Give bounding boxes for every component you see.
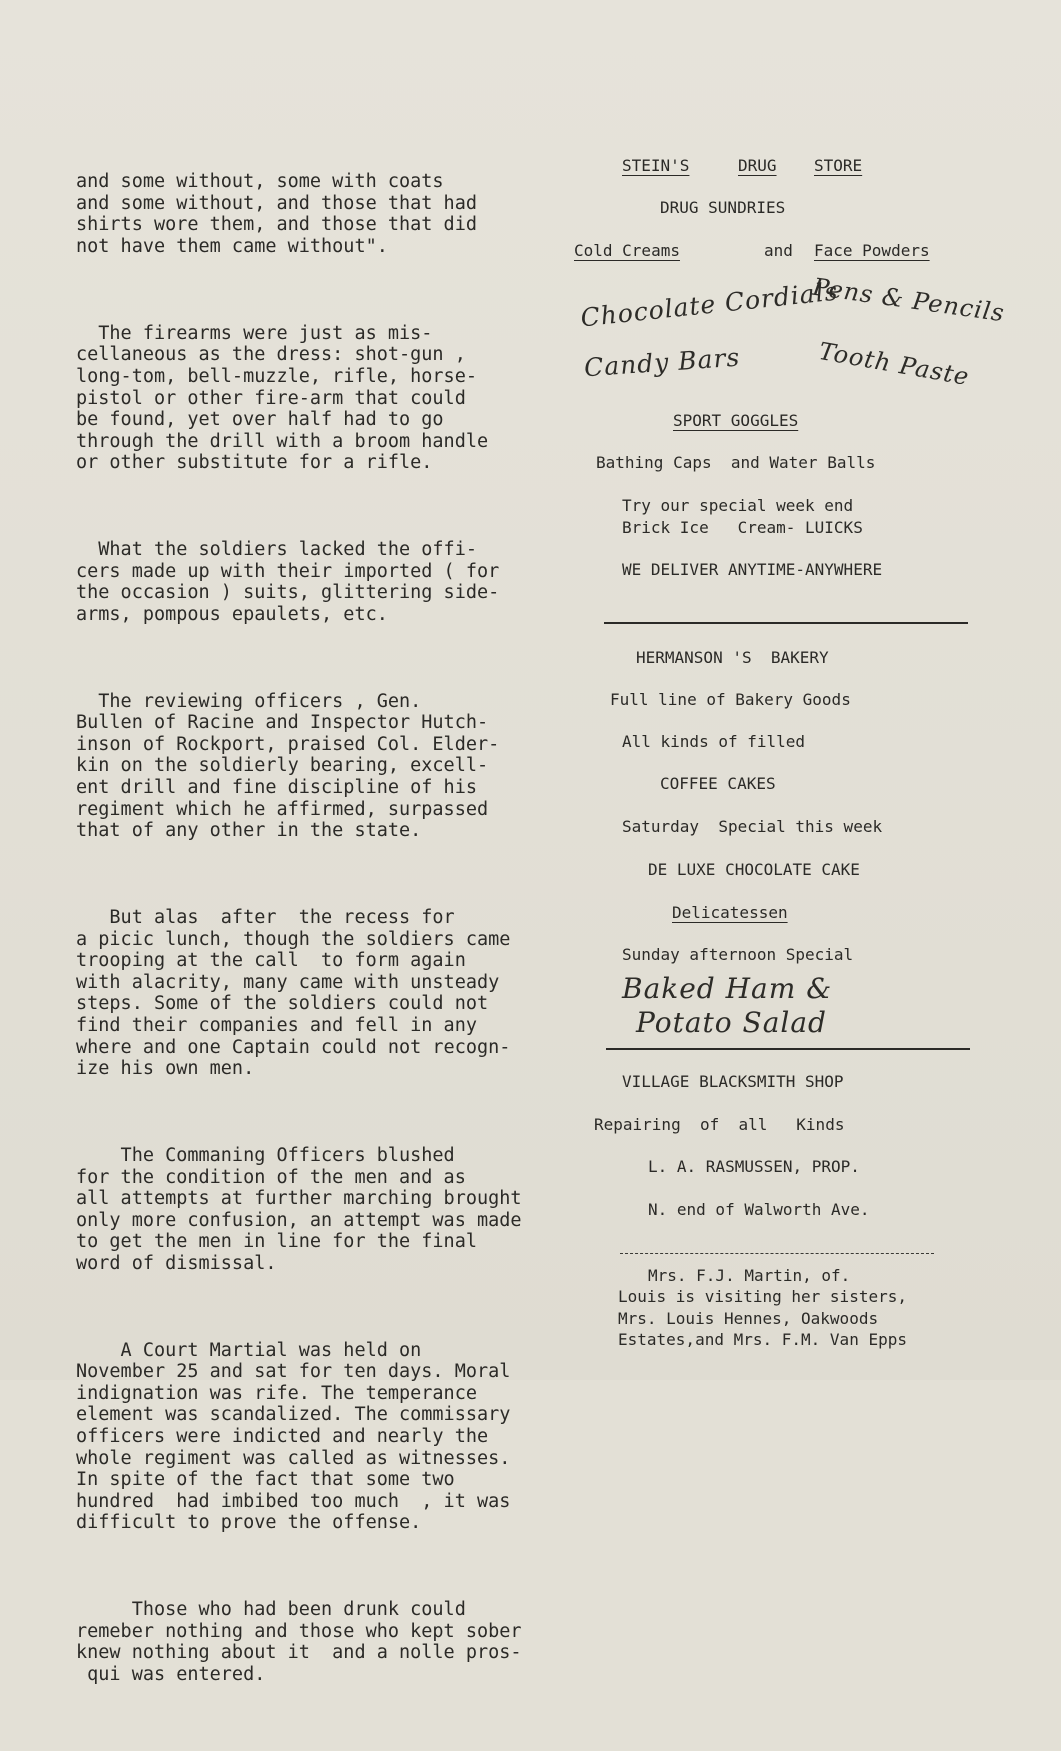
stein-script-right-1: Pens & Pencils <box>810 272 1007 328</box>
stein-deliver: WE DELIVER ANYTIME-ANYWHERE <box>622 560 883 579</box>
ad-divider-1 <box>604 622 968 624</box>
stein-script-right-2: Tooth Paste <box>816 336 972 392</box>
article-paragraph-8: Those who had been drunk could remeber nothing and those who kept sober knew nothing about it and a nolle pros- qui was entered. <box>76 1599 522 1685</box>
bakery-script-1: Baked Ham & <box>622 972 833 1005</box>
bakery-line-5: DE LUXE CHOCOLATE CAKE <box>648 860 860 879</box>
ad-divider-2 <box>606 1048 970 1050</box>
stein-try-2: Brick Ice Cream- LUICKS <box>622 518 863 537</box>
stein-script-left-1: Chocolate Cordials <box>579 276 840 333</box>
blacksmith-line-3: N. end of Walworth Ave. <box>648 1200 870 1219</box>
stein-name-1: STEIN'S <box>622 156 690 175</box>
article-paragraph-7: A Court Martial was held on November 25 and sat for ten days. Moral indignation was rife. The temperance element was scandalized. The commissary officers were indicted and nearly the whole regiment was called as witnesses. In spite of the fact that some two hundred had imbibed too much , it was difficult to prove the offense. <box>76 1339 511 1534</box>
social-line-1: Mrs. F.J. Martin, of. <box>648 1266 851 1285</box>
blacksmith-name: VILLAGE BLACKSMITH SHOP <box>622 1072 844 1091</box>
bakery-line-7: Sunday afternoon Special <box>622 945 854 964</box>
stein-cold-creams: Cold Creams <box>574 241 680 260</box>
social-line-4: Estates,and Mrs. F.M. Van Epps <box>618 1330 907 1349</box>
bakery-line-6: Delicatessen <box>672 903 788 922</box>
article-column <box>76 128 596 1751</box>
stein-script-left-2: Candy Bars <box>583 342 742 383</box>
bakery-line-1: Full line of Bakery Goods <box>610 690 851 709</box>
article-paragraph-1: and some without, some with coats and some without, and those that had shirts wore them, and those that did not have them came without". <box>76 171 477 257</box>
article-paragraph-6: The Commaning Officers blushed for the condition of the men and as all attempts at further marching brought only more confusion, an attempt was made to get the men in line for the final word of dismissal. <box>76 1144 522 1274</box>
article-paragraph-3: What the soldiers lacked the offi- cers made up with their imported ( for the occasion ) suits, glittering side- arms, pompous epaulets, etc. <box>76 539 500 625</box>
stein-sundries: DRUG SUNDRIES <box>660 198 786 217</box>
article-paragraph-2: The firearms were just as mis- cellaneous as the dress: shot-gun , long-tom, bell-muzzle, rifle, horse- pistol or other fire-arm that could be found, yet over half had to go through the drill with a broom handle or other substitute for a rifle. <box>76 322 489 474</box>
bakery-name: HERMANSON 'S BAKERY <box>636 648 829 667</box>
stein-name-3: STORE <box>814 156 863 175</box>
article-paragraph-5: But alas after the recess for a picic lunch, though the soldiers came trooping at the call to form again with alacrity, many came with unsteady steps. Some of the soldiers could not find their companies and fell in any where and one Captain could not recogn- ize his own men. <box>76 907 511 1080</box>
blacksmith-line-1: Repairing of all Kinds <box>594 1115 845 1134</box>
bakery-script-2: Potato Salad <box>636 1006 827 1039</box>
stein-face-powders: Face Powders <box>814 241 930 260</box>
bakery-line-3: COFFEE CAKES <box>660 774 776 793</box>
stein-sport-goggles: SPORT GOGGLES <box>673 411 799 430</box>
bakery-line-4: Saturday Special this week <box>622 817 883 836</box>
article-paragraph-4: The reviewing officers , Gen. Bullen of Racine and Inspector Hutch- inson of Rockport, praised Col. Elder- kin on the soldierly bearing, excell- ent drill and fine discipline of his regiment which he affirmed, surpassed that of any other in the state. <box>76 690 500 842</box>
blacksmith-line-2: L. A. RASMUSSEN, PROP. <box>648 1157 860 1176</box>
social-line-2: Louis is visiting her sisters, <box>618 1287 907 1306</box>
stein-name-2: DRUG <box>738 156 777 175</box>
social-line-3: Mrs. Louis Hennes, Oakwoods <box>618 1309 879 1328</box>
bakery-line-2: All kinds of filled <box>622 732 806 751</box>
ad-divider-3 <box>620 1253 934 1254</box>
stein-bathing-caps: Bathing Caps and Water Balls <box>596 453 876 472</box>
stein-and: and <box>764 241 793 260</box>
stein-try-1: Try our special week end <box>622 496 854 515</box>
